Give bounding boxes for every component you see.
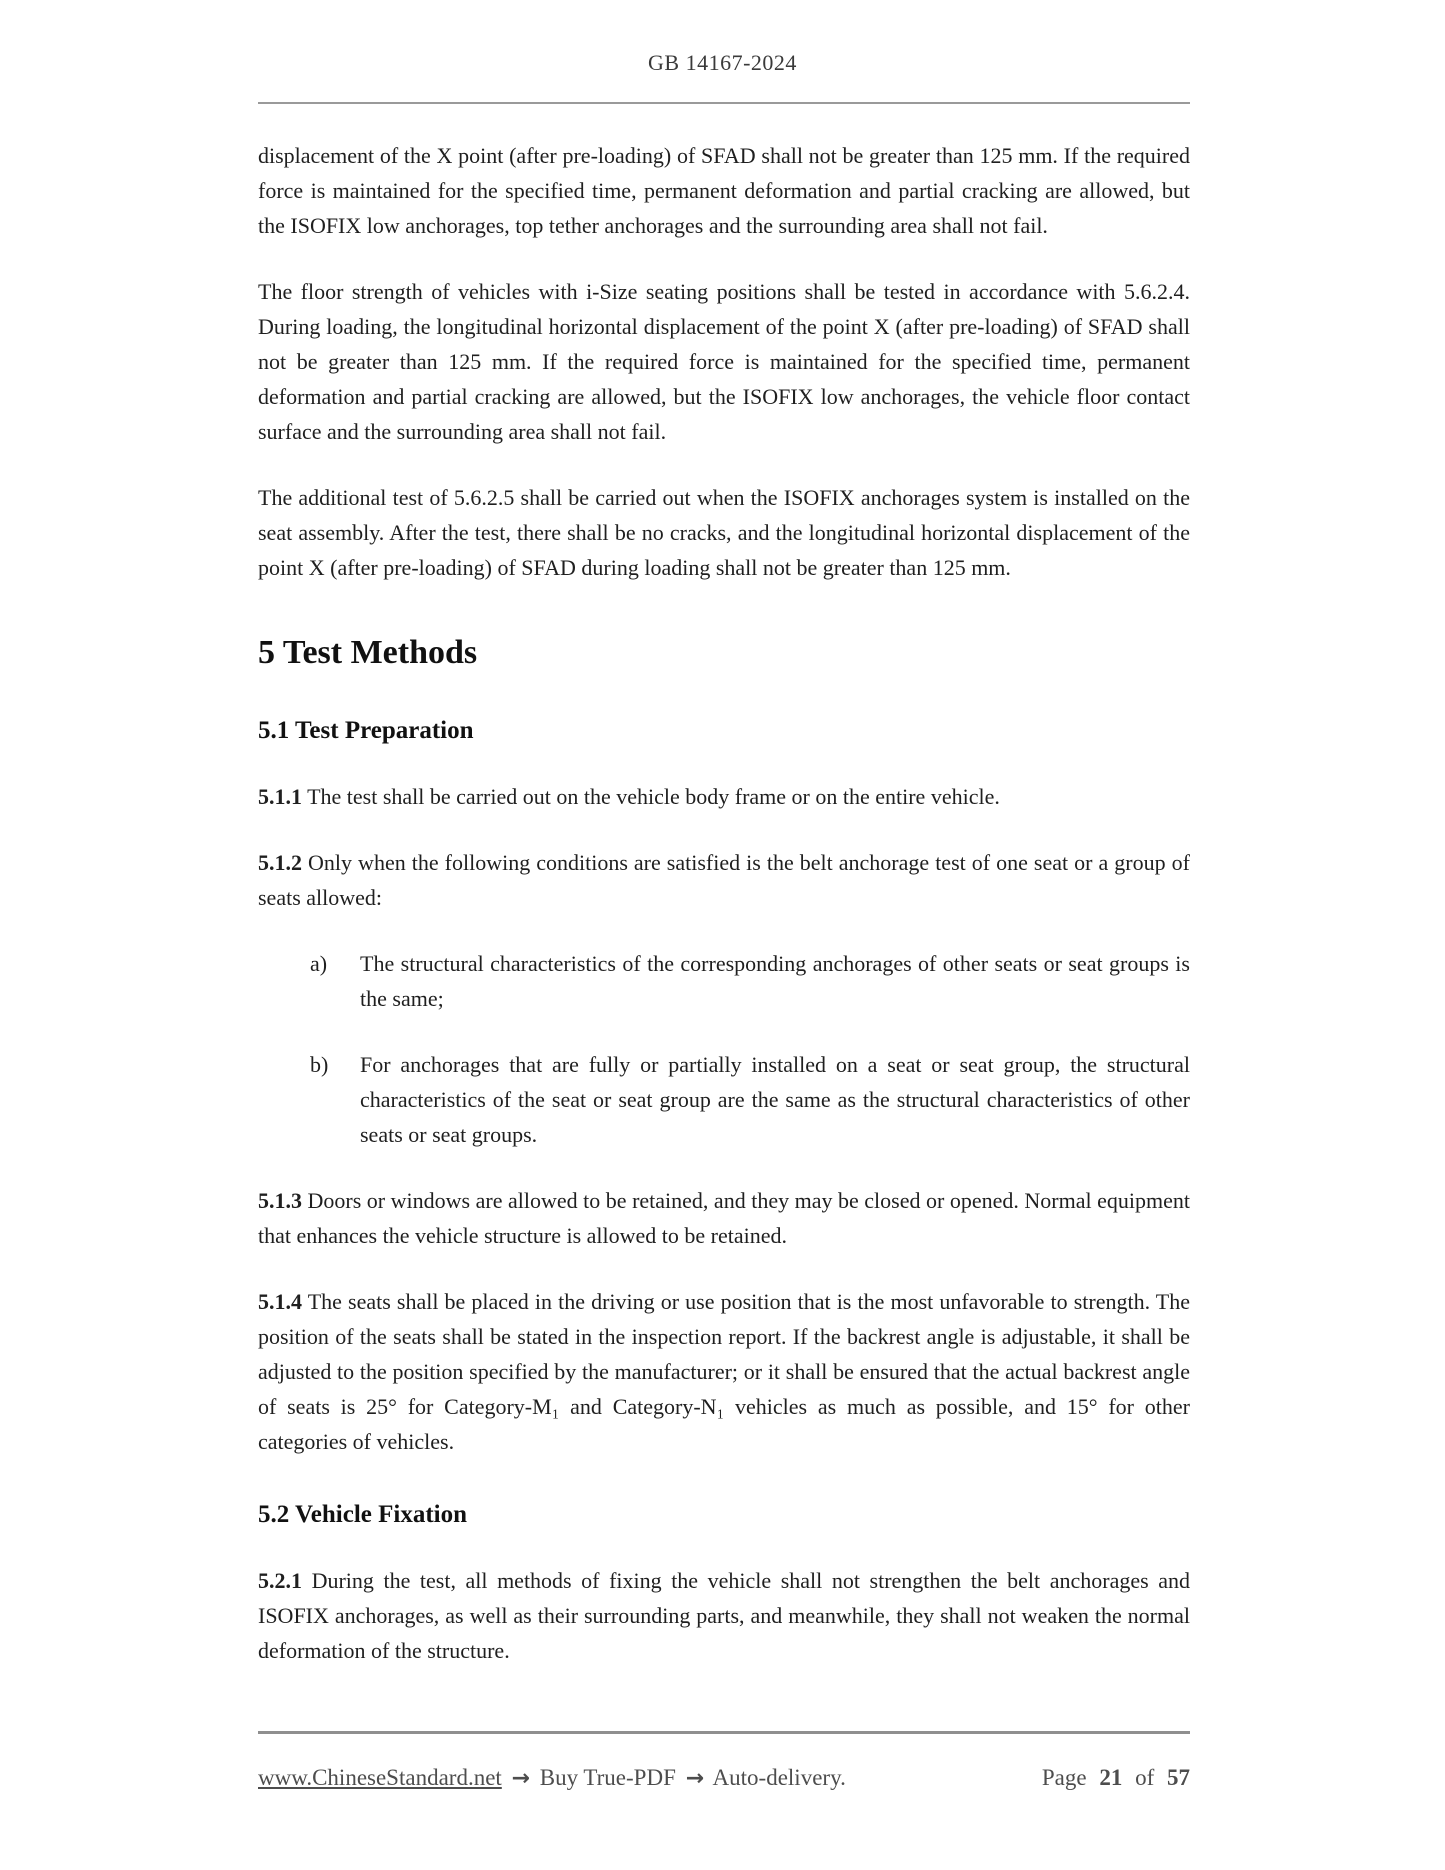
- clause-5-1-3: [258, 1183, 1190, 1253]
- section-5-1-heading: 5.1 Test Preparation: [258, 717, 474, 744]
- list-item-a-text: The structural characteristics of the corresponding anchorages of other seats or seat groups is the same;: [360, 951, 1190, 1011]
- clause-5-1-4-text: The seats shall be placed in the driving or use position that is the most unfavorable to strength. The position of the seats shall be stated in the inspection report. If the backrest angle is adjustable, it shall be adjusted to the position specified by the manufacturer; or it shall be ensured that the actual backrest angle of seats is 25° for Category-M₁ and Category-N₁ vehicles as much as possible, and 15° for other categories of vehicles.: [258, 1289, 1190, 1454]
- clause-5-1-2-number: 5.1.2: [258, 850, 302, 875]
- current-page-number: 21: [1099, 1765, 1123, 1790]
- doc-number: GB 14167-2024: [648, 50, 797, 75]
- clause-5-1-4: [258, 1284, 1190, 1459]
- clause-5-2-1: [258, 1563, 1190, 1668]
- clause-5-1-2: [258, 845, 1190, 915]
- list-item-b: [258, 1047, 1190, 1152]
- arrow-right-icon: →: [685, 1766, 705, 1791]
- arrow-right-icon: →: [511, 1766, 530, 1791]
- of-label: of: [1135, 1765, 1155, 1790]
- clause-5-2-1-text: During the test, all methods of fixing the vehicle shall not strengthen the belt anchorages and ISOFIX anchorages, as well as their surrounding parts, and meanwhile, they shall not weaken the normal deformation of the structure.: [258, 1568, 1190, 1663]
- clause-5-2-1-number: 5.2.1: [258, 1568, 302, 1593]
- clause-5-1-1-number: 5.1.1: [258, 784, 302, 809]
- page-label: Page: [1041, 1765, 1087, 1790]
- section-5-heading: 5 Test Methods: [258, 634, 478, 671]
- footer-left: [258, 1765, 846, 1791]
- clause-5-1-1-text: The test shall be carried out on the vehicle body frame or on the entire vehicle.: [302, 784, 1000, 809]
- header-divider: [258, 102, 1190, 104]
- clause-5-1-2-text: Only when the following conditions are satisfied is the belt anchorage test of one seat or a group of seats allowed:: [258, 850, 1190, 910]
- section-5-2-heading: 5.2 Vehicle Fixation: [258, 1501, 468, 1528]
- paragraph-additional-test: The additional test of 5.6.2.5 shall be carried out when the ISOFIX anchorages system is installed on the seat assembly. After the test, there shall be no cracks, and the longitudinal horizontal displacement of the point X (after pre-loading) of SFAD during loading shall not be greater than 125 mm.: [258, 485, 1190, 580]
- page-indicator: [1042, 1765, 1190, 1791]
- auto-delivery-text: Auto-delivery.: [712, 1765, 846, 1790]
- list-item-b-text: For anchorages that are fully or partially installed on a seat or seat group, the structural characteristics of the seat or seat group are the same as the structural characteristics of other seats or seat groups.: [360, 1052, 1190, 1147]
- clause-5-1-3-text: Doors or windows are allowed to be retained, and they may be closed or opened. Normal equipment that enhances the vehicle structure is allowed to be retained.: [258, 1188, 1190, 1248]
- buy-true-pdf-text: Buy True-PDF: [539, 1765, 676, 1790]
- document-body: [258, 138, 1190, 1668]
- total-page-number: 57: [1167, 1765, 1190, 1790]
- clause-5-1-1: [258, 779, 1190, 814]
- list-item-a-label: a): [310, 951, 328, 976]
- list-item-a: [258, 946, 1190, 1016]
- website-link[interactable]: www.ChineseStandard.net: [258, 1765, 502, 1790]
- paragraph-floor-strength: The floor strength of vehicles with i-Size seating positions shall be tested in accordance with 5.6.2.4. During loading, the longitudinal horizontal displacement of the point X (after pre-loading) of SFAD shall not be greater than 125 mm. If the required force is maintained for the specified time, permanent deformation and partial cracking are allowed, but the ISOFIX low anchorages, the vehicle floor contact surface and the surrounding area shall not fail.: [258, 279, 1190, 444]
- footer-row: [258, 1765, 1190, 1791]
- footer-divider: [258, 1731, 1190, 1734]
- page-footer: [258, 1731, 1190, 1791]
- clause-5-1-4-number: 5.1.4: [258, 1289, 302, 1314]
- document-header: [0, 0, 1445, 76]
- clause-5-1-3-number: 5.1.3: [258, 1188, 302, 1213]
- list-item-b-label: b): [310, 1052, 329, 1077]
- paragraph-sfad-displacement: displacement of the X point (after pre-loading) of SFAD shall not be greater than 125 mm. If the required force is maintained for the specified time, permanent deformation and partial cracking are allowed, but the ISOFIX low anchorages, top tether anchorages and the surrounding area shall not fail.: [258, 143, 1190, 238]
